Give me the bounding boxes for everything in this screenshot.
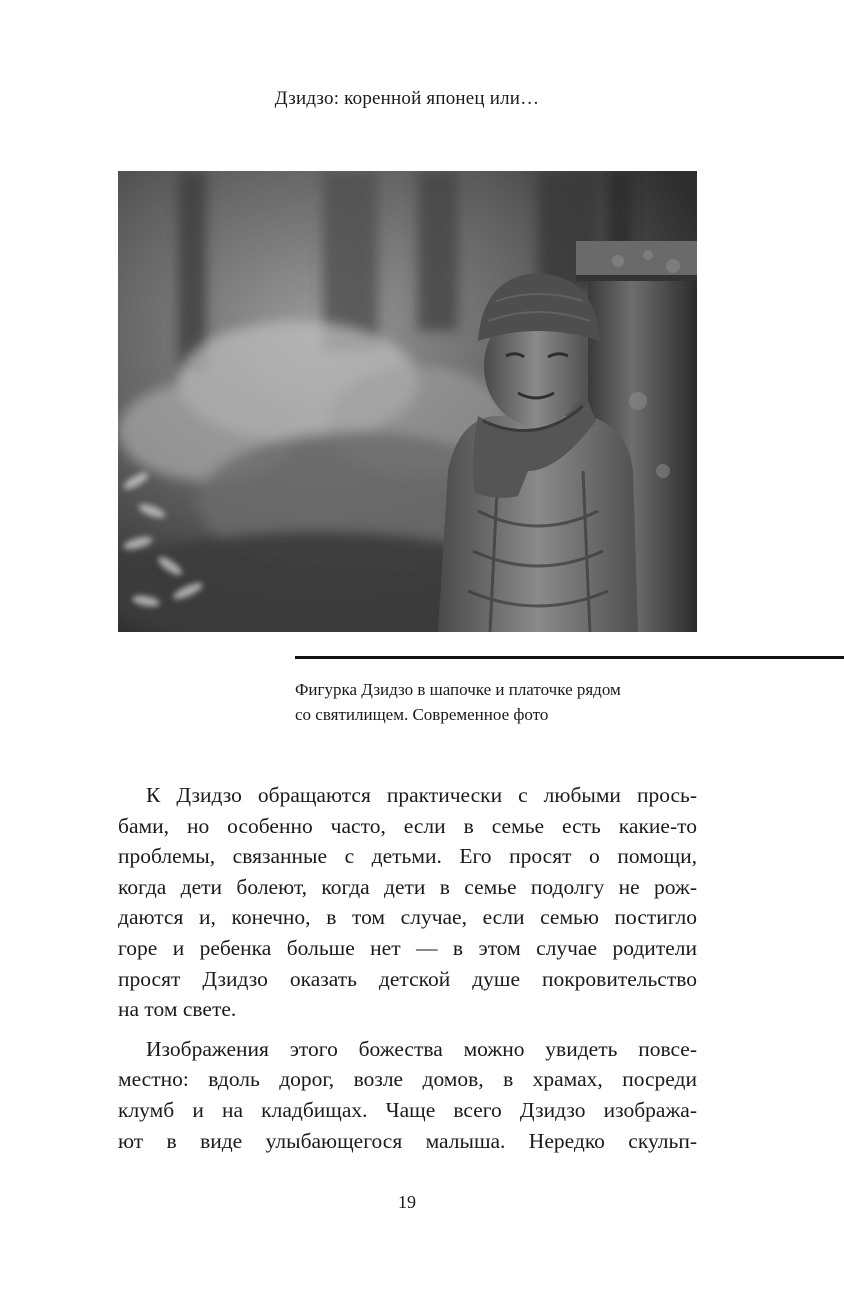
text-line: проблемы, связанные с детьми. Его просят о помощи, — [118, 844, 697, 869]
caption-rule — [295, 656, 844, 659]
text-line: просят Дзидзо оказать детской душе покровительство — [118, 966, 697, 991]
caption-line: со святилищем. Современное фото — [295, 705, 549, 724]
caption-line: Фигурка Дзидзо в шапочке и платочке рядом — [295, 680, 621, 699]
text-line: Изображения этого божества можно увидеть повсе- — [146, 1036, 697, 1061]
text-line: на том свете. — [118, 997, 237, 1022]
text-line: местно: вдоль дорог, возле домов, в храмах, посреди — [118, 1067, 697, 1092]
page-number: 19 — [398, 1192, 416, 1212]
text-line: клумб и на кладбищах. Чаще всего Дзидзо изобража- — [118, 1097, 697, 1122]
text-line: ют в виде улыбающегося малыша. Нередко скульп- — [118, 1128, 697, 1153]
text-line: когда дети болеют, когда дети в семье подолгу не рож- — [118, 874, 697, 899]
text-line: бами, но особенно часто, если в семье есть какие-то — [118, 813, 697, 838]
text-line: горе и ребенка больше нет — в этом случае родители — [118, 935, 697, 960]
text-line: К Дзидзо обращаются практически с любыми прось- — [146, 783, 697, 807]
paragraph-1 — [118, 780, 697, 1025]
paragraph-2 — [118, 1034, 697, 1156]
running-head: Дзидзо: коренной японец или… — [274, 88, 540, 109]
photo-caption — [295, 677, 725, 727]
body-text — [118, 780, 697, 1156]
text-line: даются и, конечно, в том случае, если семью постигло — [118, 905, 697, 930]
jizo-statue-photo — [118, 171, 697, 632]
